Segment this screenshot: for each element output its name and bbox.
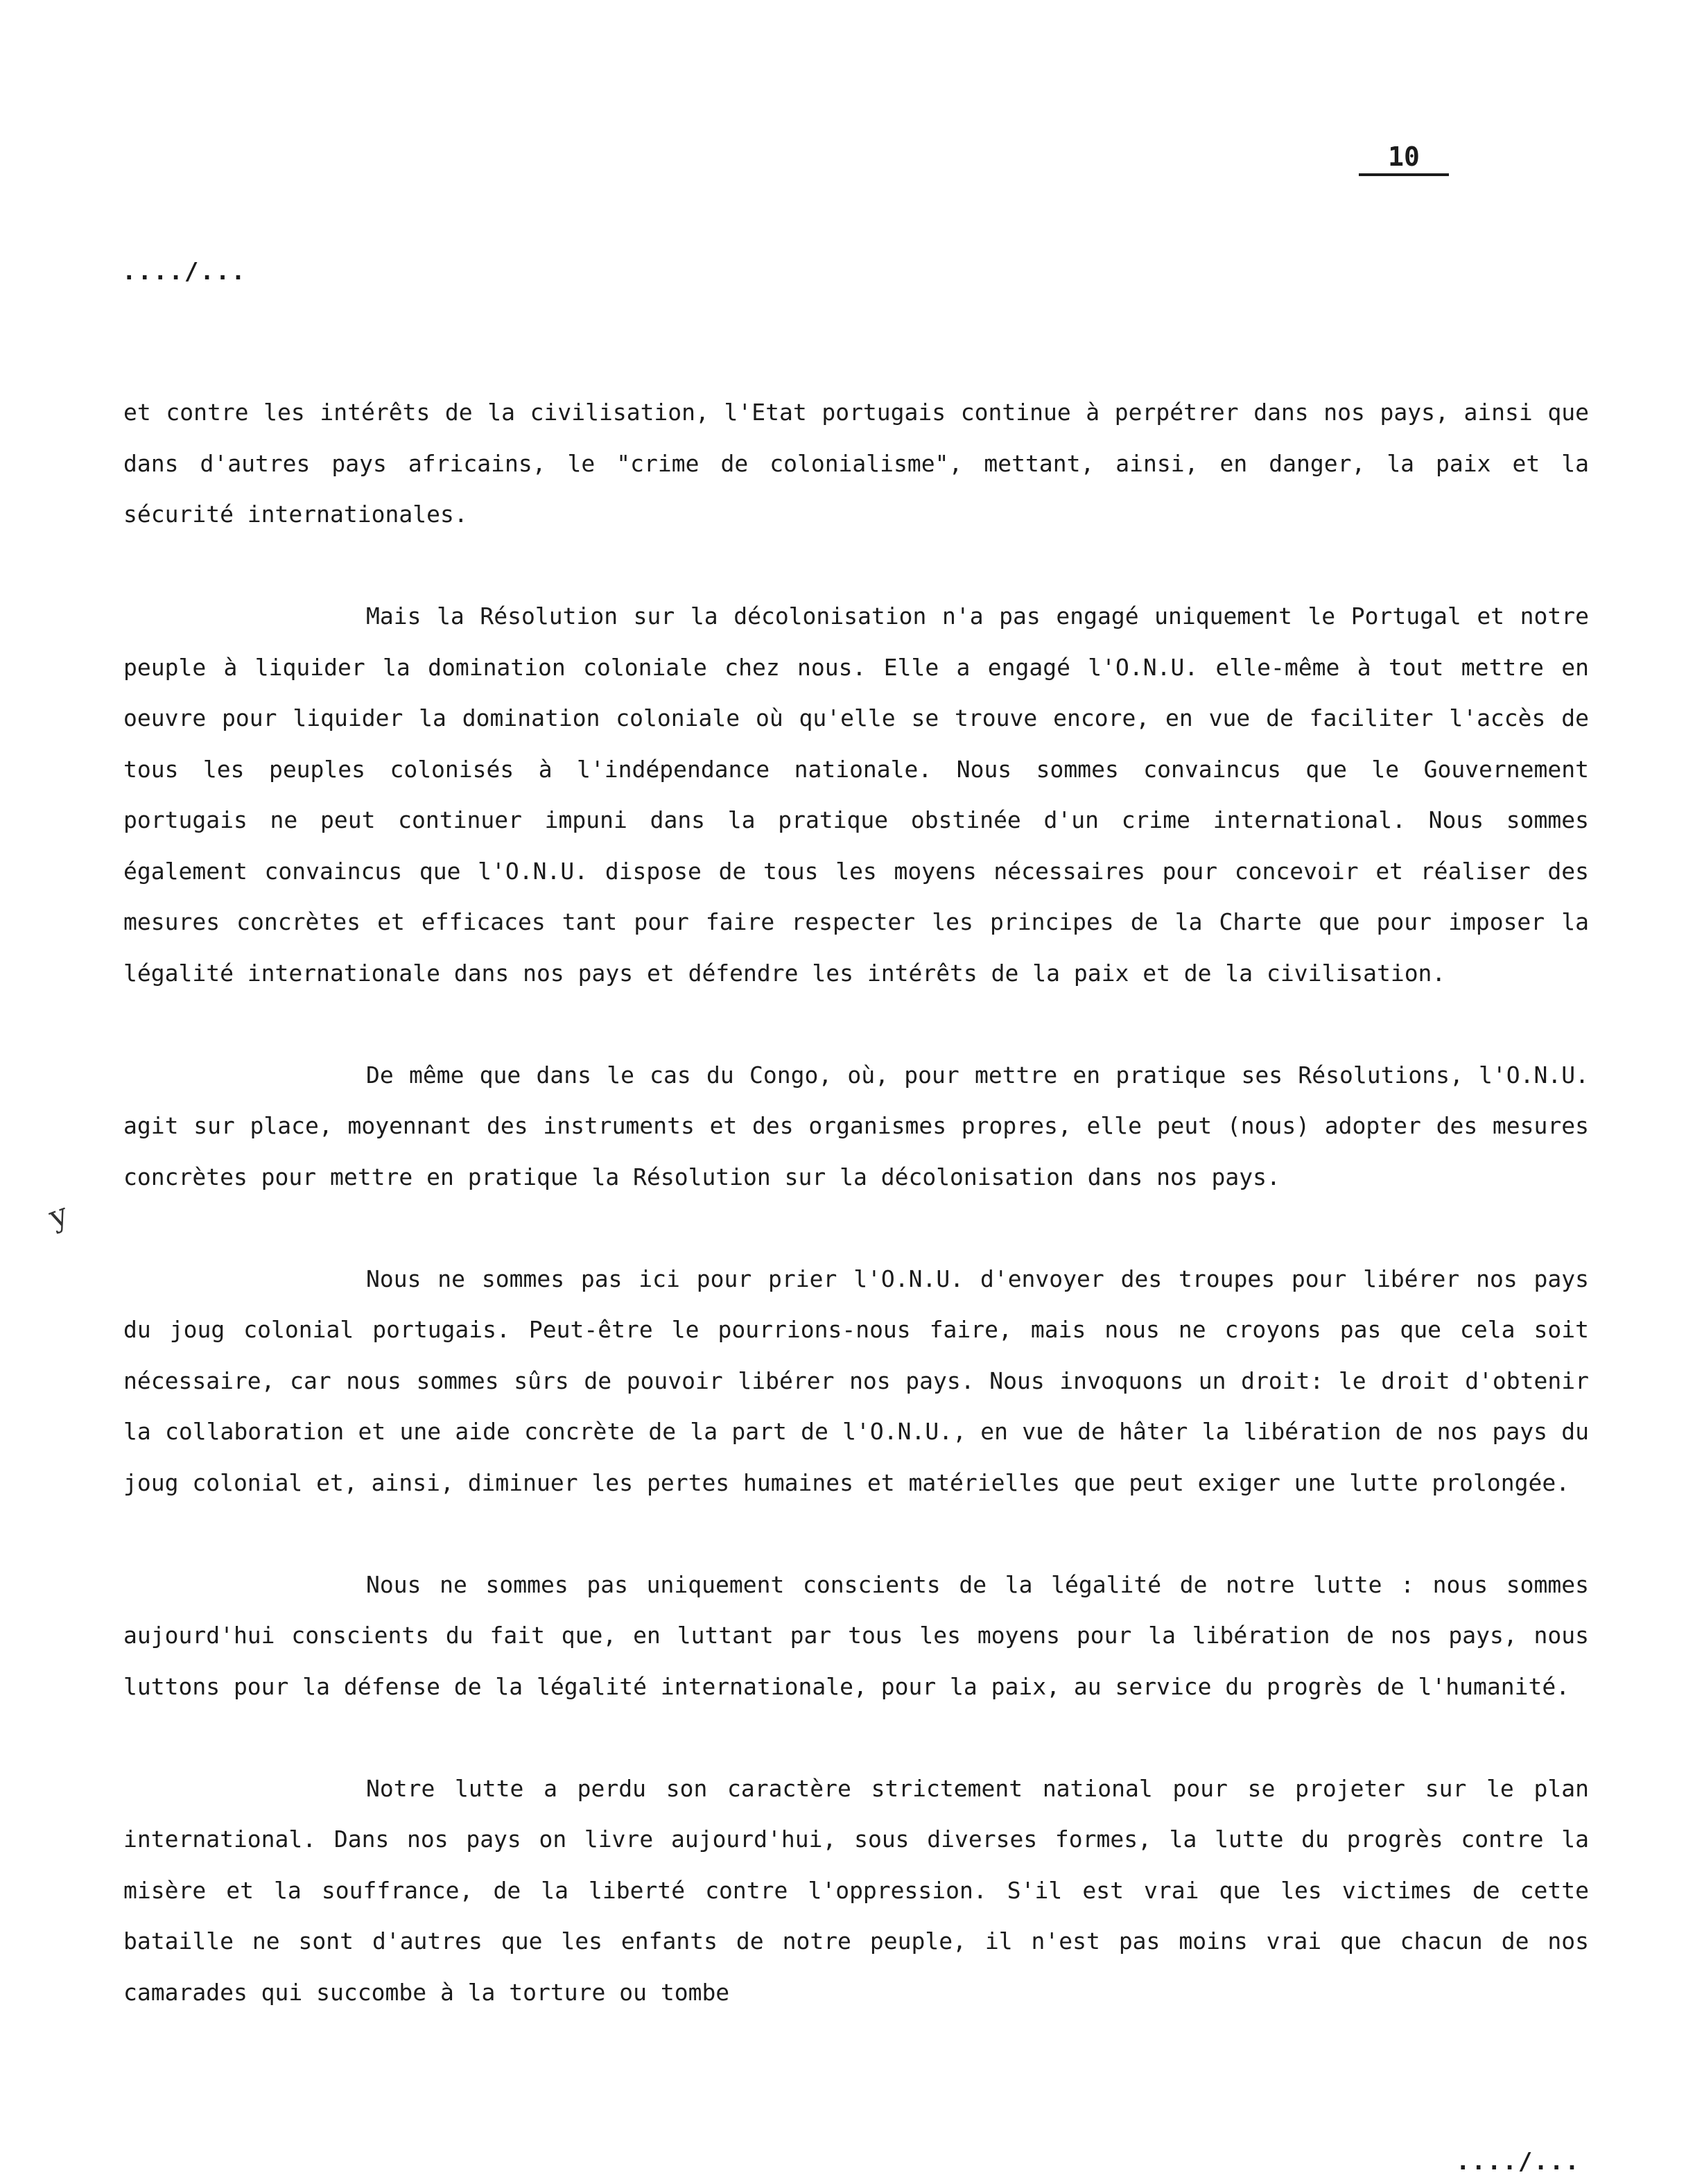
paragraph-1: et contre les intérêts de la civilisation, l'Etat portugais continue à perpétrer dans nos pays, ainsi que dans d'autres pays africains, le "crime de colonialisme", mettant, ainsi, en danger, la paix et la sécurité internationales. [123, 399, 1589, 528]
page-number: 10 [1359, 140, 1449, 176]
paragraph-6: Notre lutte a perdu son caractère strictement national pour se projeter sur le plan international. Dans nos pays on livre aujourd'hui, sous diverses formes, la lutte du progrès contre la misère et la souffrance, de la liberté contre l'oppression. S'il est vrai que les victimes de cette bataille ne sont d'autres que les enfants de notre peuple, il n'est pas moins vrai que chacun de nos camarades qui succombe à la torture ou tombe [123, 1774, 1589, 2006]
margin-annotation: y [44, 1196, 73, 1236]
paragraph-2: Mais la Résolution sur la décolonisation n'a pas engagé uniquement le Portugal et notre peuple à liquider la domination coloniale chez nous. Elle a engagé l'O.N.U. elle-même à tout mettre en oeuvre pour liquider la domination coloniale où qu'elle se trouve encore, en vue de faciliter l'accès de tous les peuples colonisés à l'indépendance nationale. Nous sommes convaincus que le Gouvernement portugais ne peut continuer impuni dans la pratique obstinée d'un crime international. Nous sommes également convaincus que l'O.N.U. dispose de tous les moyens nécessaires pour concevoir et réaliser des mesures concrètes et efficaces tant pour faire respecter les principes de la Charte que pour imposer la légalité internationale dans nos pays et défendre les intérêts de la paix et de la civilisation. [123, 603, 1589, 987]
paragraph-4: Nous ne sommes pas ici pour prier l'O.N.U. d'envoyer des troupes pour libérer nos pays du joug colonial portugais. Peut-être le pourrions-nous faire, mais nous ne croyons pas que cela soit nécessaire, car nous sommes sûrs de pouvoir libérer nos pays. Nous invoquons un droit: le droit d'obtenir la collaboration et une aide concrète de la part de l'O.N.U., en vue de hâter la libération de nos pays du joug colonial et, ainsi, diminuer les pertes humaines et matérielles que peut exiger une lutte prolongée. [123, 1265, 1589, 1496]
paragraph-3: De même que dans le cas du Congo, où, pour mettre en pratique ses Résolutions, l'O.N.U. agit sur place, moyennant des instruments et des organismes propres, elle peut (nous) adopter des mesures concrètes pour mettre en pratique la Résolution sur la décolonisation dans nos pays. [123, 1061, 1589, 1190]
body-text [123, 387, 1589, 2069]
continuation-mark-top: ..../... [122, 258, 247, 286]
continuation-mark-bottom: ..../... [1456, 2148, 1581, 2176]
paragraph-5: Nous ne sommes pas uniquement conscients de la légalité de notre lutte : nous sommes aujourd'hui conscients du fait que, en luttant par tous les moyens pour la libération de nos pays, nous luttons pour la défense de la légalité internationale, pour la paix, au service du progrès de l'humanité. [123, 1570, 1589, 1700]
